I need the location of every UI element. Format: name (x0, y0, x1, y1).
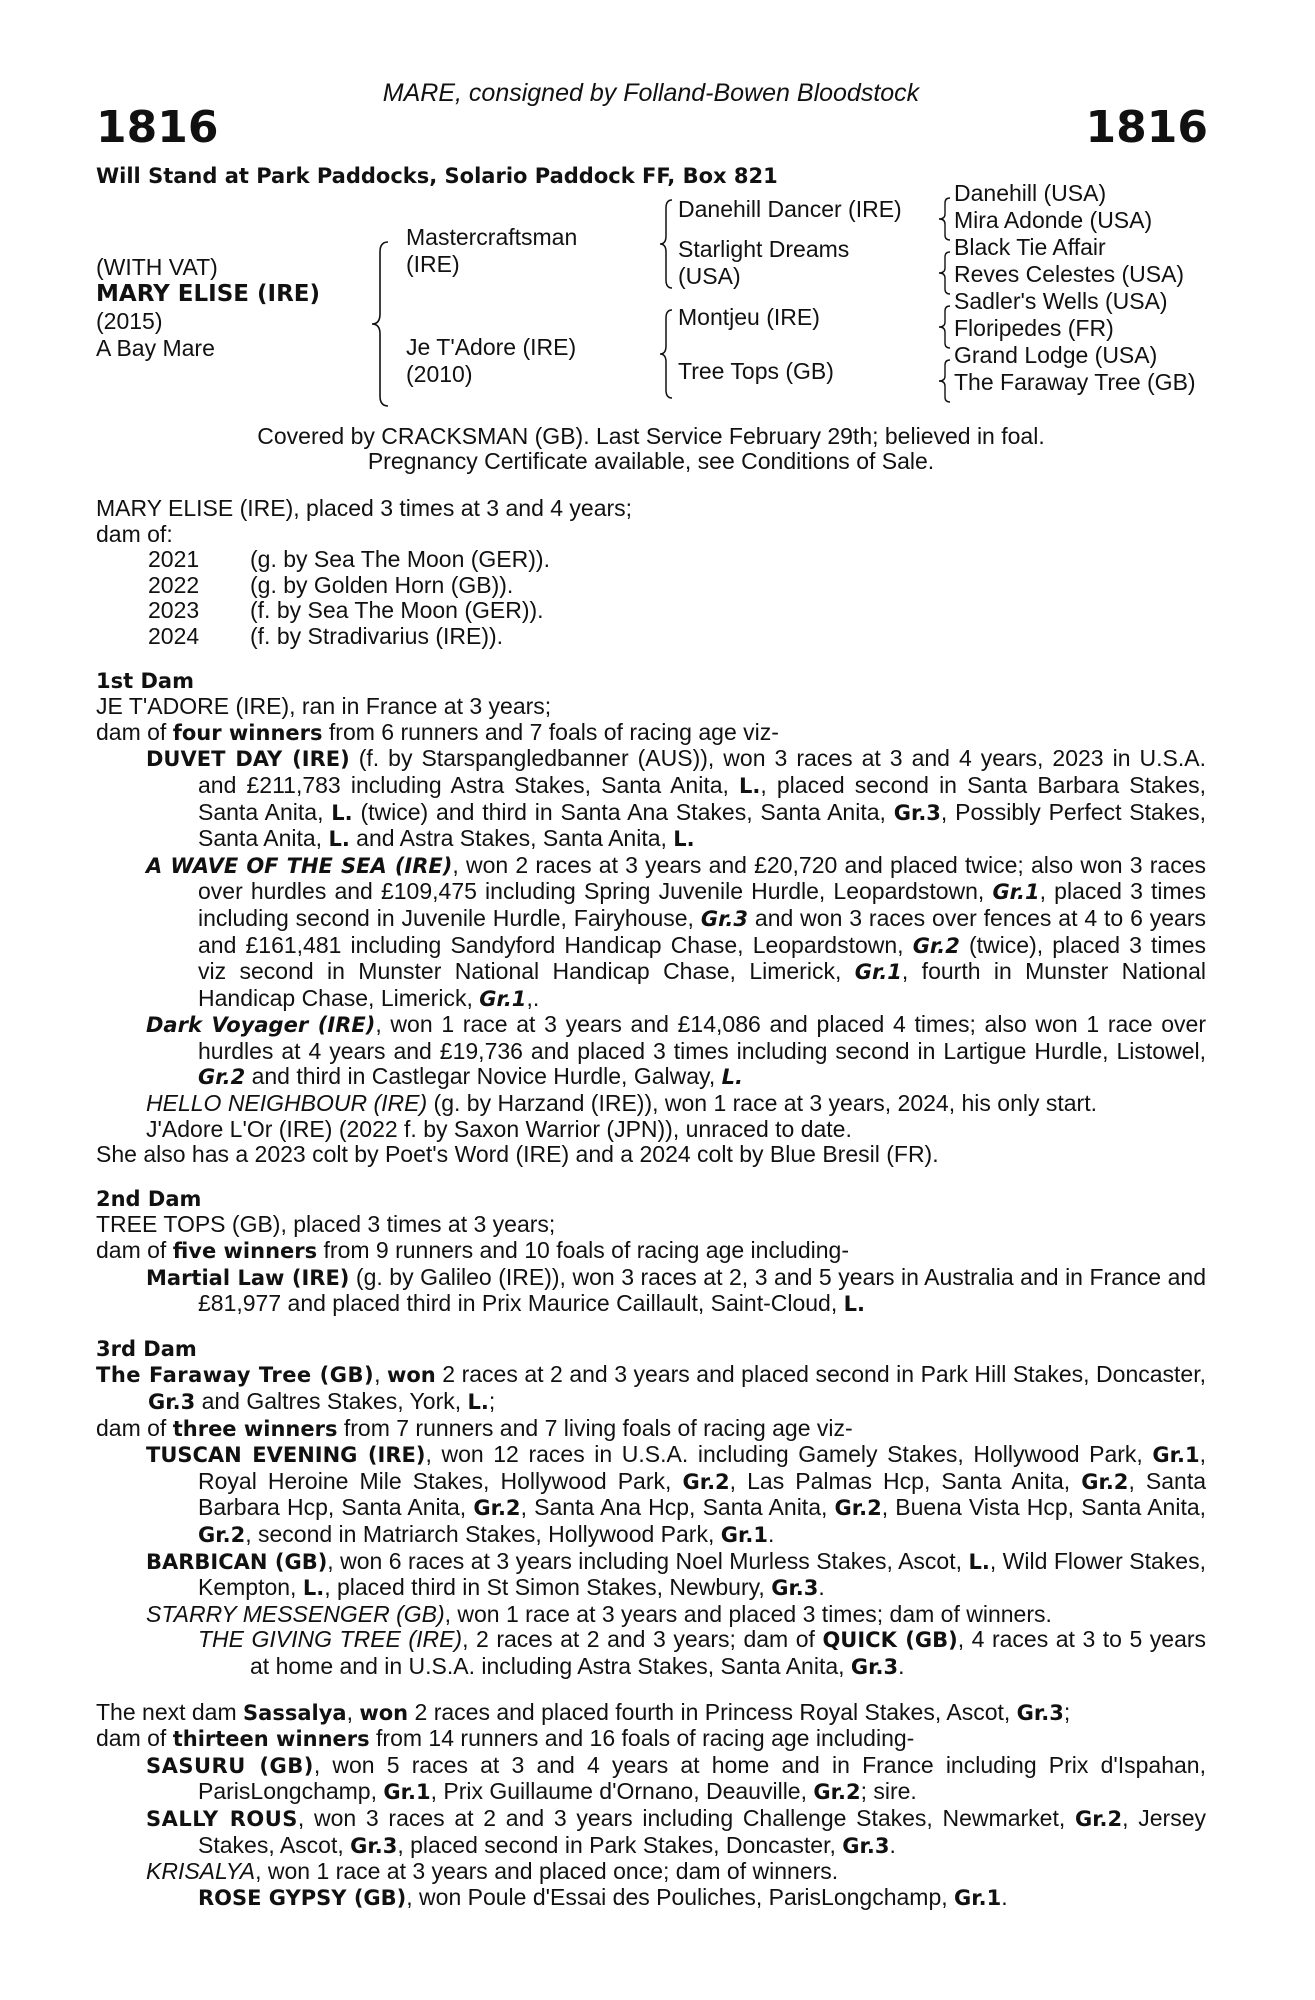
first-dam-heading: 1st Dam (96, 668, 194, 693)
consignor-line: MARE, consigned by Folland-Bowen Bloodstock (382, 79, 920, 107)
first-dam-line: JE T'ADORE (IRE), ran in France at 3 years; (96, 693, 552, 720)
entry-the-giving-tree: THE GIVING TREE (IRE), 2 races at 2 and 3 years; dam of QUICK (GB), 4 races at 3 to 5 years at home and in U.S.A. including Astra Stakes, Santa Anita, Gr.3. (198, 1626, 1207, 1679)
horse-description: A Bay Mare (96, 335, 215, 361)
second-dam-produce: dam of five winners from 9 runners and 10 foals of racing age including- (96, 1237, 849, 1264)
progeny-year: 2022 (148, 571, 200, 598)
sire-name-line2: (IRE) (406, 251, 460, 277)
entry-sasuru: SASURU (GB), won 5 races at 3 and 4 years at home and in France including Prix d'Ispahan, ParisLongchamp, Gr.1, Prix Guillaume d'Ornano, Deauville, Gr.2; sire. (146, 1751, 1206, 1805)
covering-line1: Covered by CRACKSMAN (GB). Last Service February 29th; believed in foal. (257, 423, 1045, 449)
gg-dss: Sadler's Wells (USA) (954, 288, 1168, 314)
gg-sss: Danehill (USA) (954, 180, 1107, 206)
gg-ssd: Mira Adonde (USA) (954, 207, 1153, 233)
entry-martial-law: Martial Law (IRE) (g. by Galileo (IRE)), won 3 races at 2, 3 and 5 years in Australia and in France and £81,977 and placed third in Prix Maurice Caillault, Saint-Cloud, L. (146, 1263, 1206, 1317)
third-dam-heading: 3rd Dam (96, 1336, 197, 1361)
progeny-desc: (g. by Golden Horn (GB)). (250, 571, 514, 598)
first-dam-produce: dam of four winners from 6 runners and 7 foals of racing age viz- (96, 718, 779, 745)
brace-sire (656, 198, 676, 290)
gg-dsd: Floripedes (FR) (954, 315, 1114, 341)
stand-location: Will Stand at Park Paddocks, Solario Paddock FF, Box 821 (96, 164, 778, 188)
sire-dam-line1: Starlight Dreams (678, 236, 850, 262)
progeny-row (96, 573, 1206, 599)
second-dam-line: TREE TOPS (GB), placed 3 times at 3 years; (96, 1211, 556, 1238)
sire-name-line1: Mastercraftsman (406, 224, 578, 250)
gg-sdd: Reves Celestes (USA) (954, 261, 1185, 287)
catalogue-page (96, 78, 1206, 1911)
covering-line2: Pregnancy Certificate available, see Conditions of Sale. (367, 448, 935, 474)
lot-number-left: 1816 (96, 102, 219, 153)
vat-note: (WITH VAT) (96, 254, 218, 280)
brace-ds (936, 304, 954, 350)
progeny-desc: (g. by Sea The Moon (GER)). (250, 546, 550, 573)
brace-ss (936, 196, 954, 242)
pedigree-table (96, 180, 1206, 412)
entry-starry-messenger: STARRY MESSENGER (GB), won 1 race at 3 years and placed 3 times; dam of winners. (146, 1600, 1052, 1627)
entry-barbican: BARBICAN (GB), won 6 races at 3 years including Noel Murless Stakes, Ascot, L., Wild Flower Stakes, Kempton, L., placed third in St Simon Stakes, Newbury, Gr.3. (146, 1547, 1206, 1601)
entry-dark-voyager: Dark Voyager (IRE), won 1 race at 3 years and £14,086 and placed 4 times; also won 1 race over hurdles at 4 years and £19,736 and placed 3 times including second in Lartigue Hurdle, Listowel, Gr.2 and third in Castlegar Novice Hurdle, Galway, L. (146, 1011, 1206, 1090)
next-dam-line: The next dam Sassalya, won 2 races and placed fourth in Princess Royal Stakes, Ascot, Gr.3; (96, 1698, 1071, 1725)
first-dam-section (96, 669, 1206, 1168)
progeny-row (96, 598, 1206, 624)
entry-sally-rous: SALLY ROUS, won 3 races at 2 and 3 years including Challenge Stakes, Newmarket, Gr.2, Jersey Stakes, Ascot, Gr.3, placed second in Park Stakes, Doncaster, Gr.3. (146, 1804, 1207, 1858)
third-dam-line: The Faraway Tree (GB), won 2 races at 2 and 3 years and placed second in Park Hill Stakes, Doncaster, Gr.3 and Galtres Stakes, York, L.; (96, 1361, 1206, 1414)
dam-name-line1: Je T'Adore (IRE) (406, 334, 577, 360)
dam-name-line2: (2010) (406, 361, 473, 387)
brace-dd (936, 358, 954, 404)
entry-rose-gypsy: ROSE GYPSY (GB), won Poule d'Essai des Pouliches, ParisLongchamp, Gr.1. (198, 1883, 1008, 1910)
third-dam-produce: dam of three winners from 7 runners and 7 living foals of racing age viz- (96, 1414, 853, 1441)
mare-dam-of: dam of: (96, 520, 173, 547)
horse-name: MARY ELISE (IRE) (96, 281, 321, 307)
dam-sire: Montjeu (IRE) (678, 304, 820, 330)
progeny-desc: (f. by Sea The Moon (GER)). (250, 597, 544, 624)
next-dam-section (96, 1700, 1206, 1912)
progeny-desc: (f. by Stradivarius (IRE)). (250, 622, 504, 649)
entry-tuscan-evening: TUSCAN EVENING (IRE), won 12 races in U.S.A. including Gamely Stakes, Hollywood Park, Gr.1, Royal Heroine Mile Stakes, Hollywood Park, Gr.2, Las Palmas Hcp, Santa Anita, Gr.2, Santa Barbara Hcp, Santa Anita, Gr.2, Santa Ana Hcp, Santa Anita, Gr.2, Buena Vista Hcp, Santa Anita, Gr.2, second in Matriarch Stakes, Hollywood Park, Gr.1. (146, 1441, 1207, 1547)
gg-dds: Grand Lodge (USA) (954, 342, 1158, 368)
first-dam-also: She also has a 2023 colt by Poet's Word (IRE) and a 2024 colt by Blue Bresil (FR). (96, 1141, 939, 1168)
entry-jadore-lor: J'Adore L'Or (IRE) (2022 f. by Saxon Warrior (JPN)), unraced to date. (146, 1115, 852, 1142)
next-dam-produce: dam of thirteen winners from 14 runners and 16 foals of racing age including- (96, 1725, 915, 1752)
sire-dam-line2: (USA) (678, 263, 741, 289)
mare-summary: MARY ELISE (IRE), placed 3 times at 3 and 4 years; (96, 495, 633, 521)
progeny-year: 2021 (148, 546, 200, 573)
brace-sd (936, 250, 954, 296)
horse-year: (2015) (96, 308, 163, 334)
lot-number-row (96, 102, 1206, 154)
progeny-year: 2024 (148, 622, 200, 649)
sire-sire: Danehill Dancer (IRE) (678, 196, 902, 222)
second-dam-heading: 2nd Dam (96, 1186, 202, 1211)
progeny-row (96, 547, 1206, 573)
progeny-row (96, 624, 1206, 650)
entry-a-wave-of-the-sea: A WAVE OF THE SEA (IRE), won 2 races at 3 years and £20,720 and placed twice; also won 3 races over hurdles and £109,475 including Spring Juvenile Hurdle, Leopardstown, Gr.1, placed 3 times including second in Juvenile Hurdle, Fairyhouse, Gr.3 and won 3 races over fences at 4 to 6 years and £161,481 including Sandyford Handicap Chase, Leopardstown, Gr.2 (twice), placed 3 times viz second in Munster National Handicap Chase, Limerick, Gr.1, fourth in Munster National Handicap Chase, Limerick, Gr.1,. (146, 851, 1207, 1011)
entry-hello-neighbour: HELLO NEIGHBOUR (IRE) (g. by Harzand (IRE)), won 1 race at 3 years, 2024, his only start. (146, 1090, 1097, 1117)
progeny-year: 2023 (148, 597, 200, 624)
second-dam-section (96, 1187, 1206, 1318)
covering-note (96, 424, 1206, 474)
entry-krisalya: KRISALYA, won 1 race at 3 years and placed once; dam of winners. (146, 1858, 839, 1885)
third-dam-section (96, 1337, 1206, 1681)
gg-sds: Black Tie Affair (954, 234, 1106, 260)
brace-main (368, 240, 392, 408)
lot-number-right: 1816 (1085, 102, 1208, 153)
brace-dam (656, 308, 676, 400)
mare-section (96, 496, 1206, 650)
gg-ddd: The Faraway Tree (GB) (954, 369, 1196, 395)
dam-dam: Tree Tops (GB) (678, 358, 834, 384)
entry-duvet-day: DUVET DAY (IRE) (f. by Starspangledbanner (AUS)), won 3 races at 3 and 4 years, 2023 in U.S.A. and £211,783 including Astra Stakes, Santa Anita, L., placed second in Santa Barbara Stakes, Santa Anita, L. (twice) and third in Santa Ana Stakes, Santa Anita, Gr.3, Possibly Perfect Stakes, Santa Anita, L. and Astra Stakes, Santa Anita, L. (146, 745, 1206, 852)
